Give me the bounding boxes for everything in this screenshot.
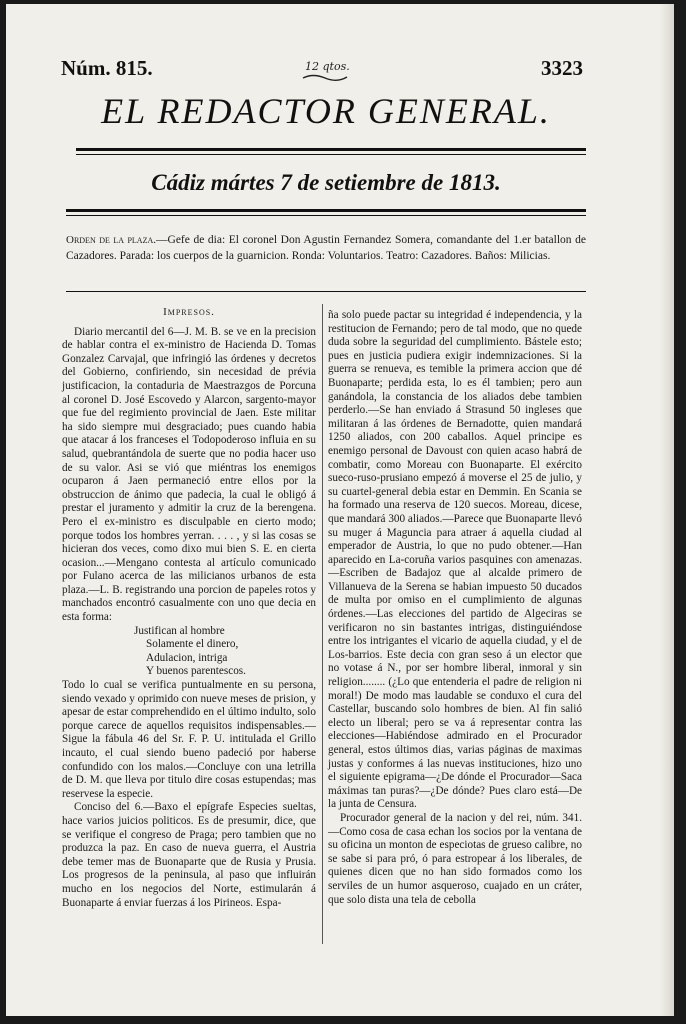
procurador-paragraph: Procurador general de la nacion y del rei, núm. 341.—Como cosa de casa echan los socios por la ventana de su oficina un monton de especiotas de grueso calibre, no se sabe si para pró, ó para estropear á los liberales, de quienes dicen que no han sido formados como los serviles de un humor asqueroso, cuajado en un cráter, que solo dista una tela de cebolla [328,811,582,906]
verse-line: Solamente el dinero, [146,638,239,651]
conciso-continuation-paragraph: ña solo puede pactar su integridad é independencia, y la restitucion de Fernando; pero de tal modo, que no quede duda sobre la seguridad del cumplimiento. Bástele esto; pues en justicia pudiera exigir indemnizaciones. Si la guerra se renueva, es temible la primera accion que dé Buonaparte; perdida esta, lo es él tambien; pero aun ganándola, la constancia de los aliados debe tambien perderlo.—Se han enviado á Strasund 50 ingleses que militaran á las órdenes de Bernadotte, quien mandará 1250 aliados, con 200 caballos. Aquel principe es enemigo personal de Davoust con quien acaso habrá de combatir, como Moreau con Buonaparte. El exército sueco-ruso-prusiano empezó á moverse el 25 de julio, y su cuartel-general debia estar en Demmin. En Scania se ha formado una reserva de 120 suecos. Moreau, dicese, que mandará 300 aliados.—Parece que Buonaparte llevó su muger á Maguncia para atraer á aquella ciudad al emperador de Austria, lo que no pudo obtener.—Han aparecido en La-coruña varios pasquines con amenazas.—Escriben de Badajoz que al alcalde primero de Villanueva de la Serena se habian impuesto 50 ducados de multa por omiso en el cumplimiento de algunas órdenes.—Las elecciones del partido de Algeciras se verificaron no sin bastantes intrigas, distinguiéndose entre los intrigantes el vicario de aquella ciudad, y el de Los-barrios. Este decia con gran seso á un elector que no votase á N., por ser hombre liberal, inmoral y sin religion........ (¿Lo que entenderia el padre de religion ni moral!) De modo mas laudable se conduxo el cura del Castellar, buscando solo hombres de bien. Al fin salió electo un liberal; pero se va á representar contra las elecciones—Habiéndose admirado en el Procurador general, estos últimos dias, varias páginas de maximas justas y conformes á las nuevas instituciones, hizo uno el siguiente epigrama—¿De dónde el Procurador—Saca máximas tan puras?—¿De dónde? Pues claro está—De la junta de Censura. [328,309,582,811]
dateline: Cádiz mártes 7 de setiembre de 1813. [151,170,501,195]
price: 12 qtos. [305,60,350,73]
left-column [62,306,316,910]
section-rule [66,291,586,292]
masthead-top-row [61,56,583,88]
continuation-paragraph: Todo lo cual se verifica puntualmente en su persona, siendo vexado y oprimido con nueve meses de prision, y apesar de estar comprehendido en el último indulto, solo porque carece de aquellos requisitos indispensables.—Sigue la fábula 46 del Sr. F. P. U. intitulada el Grillo incauto, el cual siendo bueno padeció por haberse confundido con los malos.—Concluye con una letrilla de D. M. que lleva por titulo dire cosas estupendas; mas reservese la especie. [62,679,316,800]
newspaper-page [6,4,674,1016]
verse-line: Justifican al hombre [134,624,225,637]
impresos-heading: Impresos. [163,306,215,318]
orden-label: Orden de la plaza. [66,234,157,246]
swash-ornament-icon [301,72,349,82]
conciso-paragraph: Conciso del 6.—Baxo el epígrafe Especies sueltas, hace varios juicios politicos. Es de presumir, dice, que se verifique el congreso de Praga; pero tambien que no produzca la paz. En caso de nueva guerra, el Austria debe temer mas de Buonaparte que de Rusia y Prusia. Los progresos de la peninsula, al paso que influirán mucho en los negocios del Norte, estimularán á Buonaparte á enviar fuerzas á los Pirineos. Espa- [62,801,316,909]
verse-line: Y buenos parentescos. [146,665,246,678]
orden-text: —Gefe de dia: El coronel Don Agustin Fernandez Somera, comandante del 1.er batallon de Cazadores. Parada: los cuerpos de la guarnicion. Ronda: Voluntarios. Teatro: Cazadores. Baños: Milicias. [66,234,587,262]
newspaper-title: EL REDACTOR GENERAL. [101,91,551,131]
diario-mercantil-paragraph: Diario mercantil del 6—J. M. B. se ve en la precision de hablar contra el ex-ministro de Hacienda D. Tomas Gonzalez Carvajal, que infringió las órdenes y decretos del Gobierno, confiriendo, sin necesidad de prévia justificacion, la contaduria de Maestrazgos de Porcuna al coronel D. José Escovedo y Alarcon, sargento-mayor que fue del regimiento provincial de Jaen. Este militar ha sido siempre mui desgraciado; pues cuando habia que atacar á los franceses el Todopoderoso influia en su salud, quebrantándola de suerte que no podia hacer uso de su valor. Asi se vió que miéntras los enemigos ocuparon á Jaen permaneció entre ellos por la obstruccion de ánimo que padecia, la cual le obligó á prestar el juramento y admitir la cruz de la berengena. Pero el ex-ministro es disculpable en cierto modo; porque todos los hombres yerran. . . . , y si las cosas se hicieran dos veces, como dixo mui bien S. E. en cierta ocasion...—Mengano contesta al artículo comunicado por Fulano acerca de las milicianos urbanos de esta plaza.—L. B. registrando una porcion de papeles rotos y manchados encontró casualmente con uno que decia en esta forma: [62,325,316,624]
page-number: 3323 [541,56,583,80]
right-column [328,309,582,907]
column-divider [322,304,323,944]
orden-de-la-plaza [66,233,586,264]
title-rule-thin [76,154,586,155]
page-edge-shadow [660,4,674,1016]
issue-number: Núm. 815. [61,56,153,80]
dateline-rule-thick [66,209,586,212]
verse-line: Adulacion, intriga [146,651,228,664]
dateline-rule-thin [66,215,586,216]
title-rule-thick [76,148,586,151]
